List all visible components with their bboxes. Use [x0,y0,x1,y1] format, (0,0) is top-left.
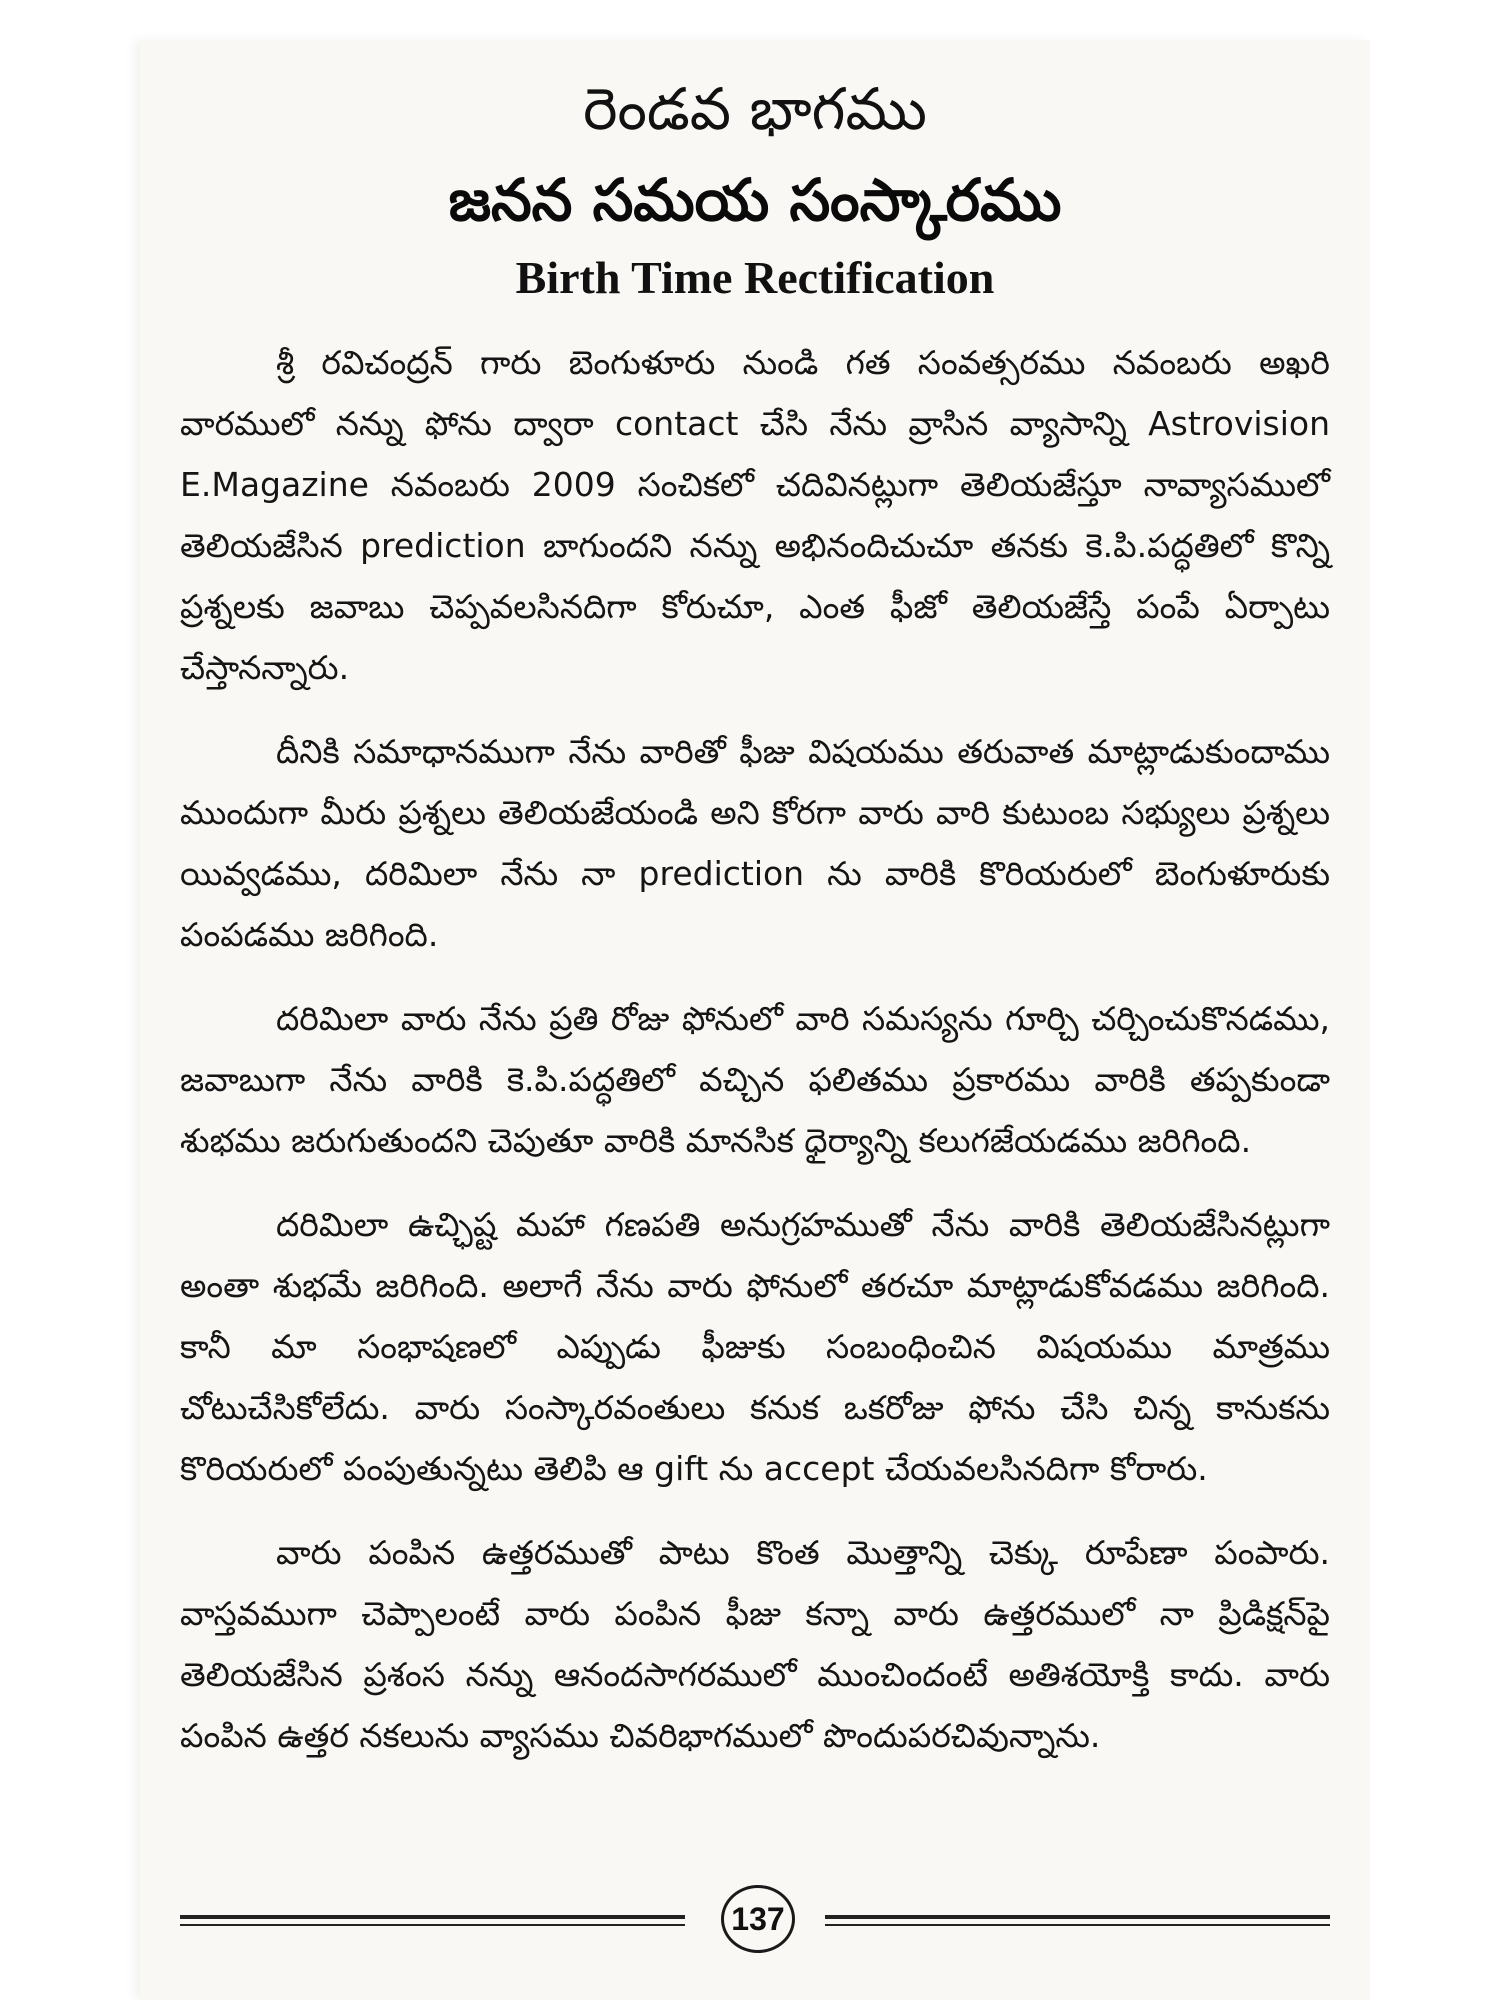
chapter-title: జనన సమయ సంస్కారము [448,166,1062,234]
paragraph-5: వారు పంపిన ఉత్తరముతో పాటు కొంత మొత్తాన్ని చెక్కు రూపేణా పంపారు. వాస్తవముగా చెప్పాలంటే వారు పంపిన ఫీజు కన్నా వారు ఉత్తరములో నా ప్రిడిక్షన్‌పై తెలియజేసిన ప్రశంస నన్ను ఆనందసాగరములో ముంచిందంటే అతిశయోక్తి కాదు. వారు పంపిన ఉత్తర నకలును వ్యాసము చివరిభాగములో పొందుపరచివున్నాను. [180,1533,1330,1755]
footer-rule-right [825,1915,1330,1929]
page-footer [180,1885,1330,1955]
paragraph-3: దరిమిలా వారు నేను ప్రతి రోజు ఫోనులో వారి సమస్యను గూర్చి చర్చించుకొనడము, జవాబుగా నేను వారికి కె.పి.పద్ధతిలో వచ్చిన ఫలితము ప్రకారము వారికి తప్పకుండా శుభము జరుగుతుందని చెపుతూ వారికి మానసిక ధైర్యాన్ని కలుగజేయడము జరిగింది. [180,999,1330,1160]
paragraph-1: శ్రీ రవిచంద్రన్ గారు బెంగుళూరు నుండి గత సంవత్సరము నవంబరు అఖరి వారములో నన్ను ఫోను ద్వారా contact చేసి నేను వ్రాసిన వ్యాసాన్ని Astrovision E.Magazine నవంబరు 2009 సంచికలో చదివినట్లుగా తెలియజేస్తూ నావ్యాసములో తెలియజేసిన prediction బాగుందని నన్ను అభినందిచుచూ తనకు కె.పి.పద్ధతిలో కొన్ని ప్రశ్నలకు జవాబు చెప్పవలసినదిగా కోరుచూ, ఎంత ఫీజో తెలియజేస్తే పంపే ఏర్పాటు చేస్తానన్నారు. [180,343,1330,687]
paragraph-4: దరిమిలా ఉచ్ఛిష్ట మహా గణపతి అనుగ్రహముతో నేను వారికి తెలియజేసినట్లుగా అంతా శుభమే జరిగింది. అలాగే నేను వారు ఫోనులో తరచూ మాట్లాడుకోవడము జరిగింది. కానీ మా సంభాషణలో ఎప్పుడు ఫీజుకు సంబంధించిన విషయము మాత్రము చోటుచేసికోలేదు. వారు సంస్కారవంతులు కనుక ఒకరోజు ఫోను చేసి చిన్న కానుకను కొరియరులో పంపుతున్నటు తెలిపి ఆ gift ను accept చేయవలసినదిగా కోరారు. [180,1205,1330,1488]
paragraph-2: దీనికి సమాధానముగా నేను వారితో ఫీజు విషయము తరువాత మాట్లాడుకుందాము ముందుగా మీరు ప్రశ్నలు తెలియజేయండి అని కోరగా వారు వారి కుటుంబ సభ్యులు ప్రశ్నలు యివ్వడము, దరిమిలా నేను నా prediction ను వారికి కొరియరులో బెంగుళూరుకు పంపడము జరిగింది. [180,732,1330,954]
english-title: Birth Time Rectification [515,252,995,303]
part-title: రెండవ భాగము [583,75,927,143]
book-page [140,40,1370,2000]
body-text [180,332,1330,1789]
page-number: 137 [721,1885,795,1953]
footer-rule-left [180,1915,685,1929]
